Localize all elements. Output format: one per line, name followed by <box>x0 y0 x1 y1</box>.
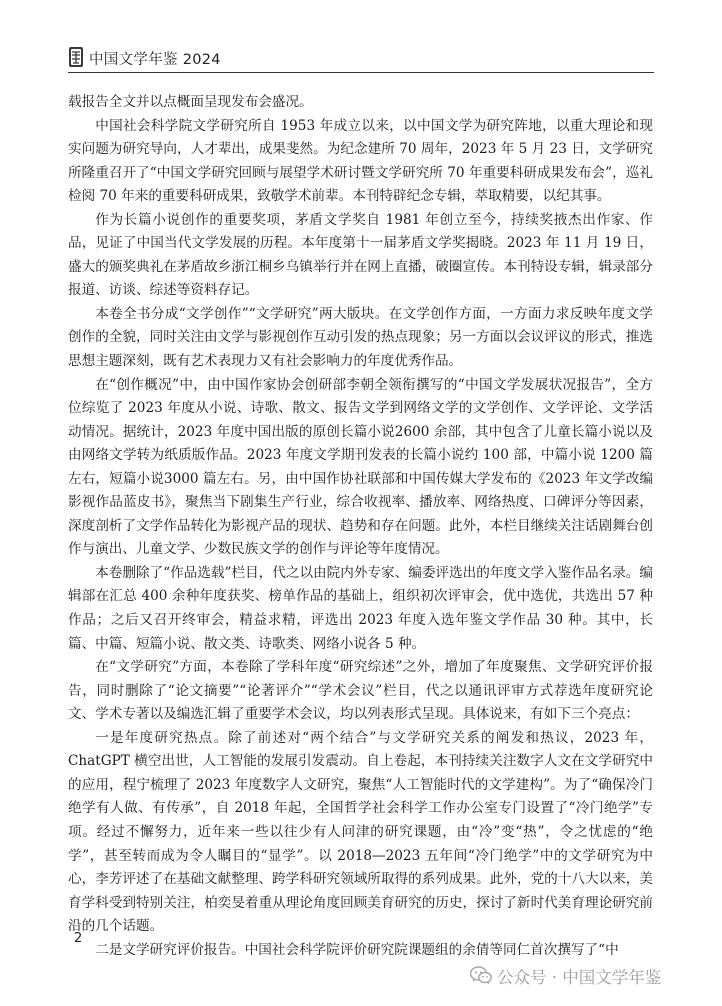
paragraph: 本卷删除了“作品选载”栏目，代之以由院内外专家、编委评选出的年度文学入鉴作品名录。编辑部在汇总 400 余种年度获奖、榜单作品的基础上，组织初次评审会，优中选优，共选出 57 种作品；之后又召开终审会，精益求精，评选出 2023 年度入选年鉴文学作品 30 种。其中，长篇、中篇、短篇小说、散文类、诗歌类、网络小说各 5 种。 <box>68 564 653 652</box>
paragraph: 载报告全文并以点概面呈现发布会盛况。 <box>68 94 313 110</box>
body-text <box>68 91 653 962</box>
paragraph: 在“创作概况”中，由中国作家协会创研部李朝全领衔撰写的“中国文学发展状况报告”，全方位综览了 2023 年度从小说、诗歌、散文、报告文学到网络文学的文学创作、文学评论、文学活动情况。据统计，2023 年度中国出版的原创长篇小说2600 余部，其中包含了儿童长篇小说以及由网络文学转为纸质版作品。2023 年度文学期刊发表的长篇小说约 100 部，中篇小说 1200 篇左右，短篇小说3000 篇左右。另，由中国作协社联部和中国传媒大学发布的《2023 年文学改编影视作品蓝皮书》，聚焦当下剧集生产行业，综合收视率、播放率、网络热度、口碑评分等因素，深度剖析了文学作品转化为影视产品的现状、趋势和存在问题。此外，本栏目继续关注话剧舞台创作与演出、儿童文学、少数民族文学的创作与评论等年度情况。 <box>68 376 653 558</box>
wechat-icon <box>470 966 492 985</box>
paragraph: 本卷全书分成“文学创作”“文学研究”两大版块。在文学创作方面，一方面力求反映年度文学创作的全貌，同时关注由文学与影视创作互动引发的热点现象；另一方面以会议评议的形式，推选思想主题深刻，既有艺术表现力又有社会影响力的年度优秀作品。 <box>68 305 653 370</box>
paragraph: 一是年度研究热点。除了前述对“两个结合”与文学研究关系的阐发和热议，2023 年，ChatGPT 横空出世，人工智能的发展引发震动。自上卷起，本刊持续关注数字人文在文学研究中的应用，程宁梳理了 2023 年度数字人文研究，聚焦“人工智能时代的文学建构”。为了“确保冷门绝学有人做、有传承”，自 2018 年起，全国哲学社会科学工作办公室专门设置了“冷门绝学”专项。经过不懈努力，近年来一些以往少有人问津的研究课题，由“冷”变“热”，令之忧虑的“绝学”，甚至转而成为令人瞩目的“显学”。以 2018—2023 五年间“冷门绝学”中的文学研究为中心，李芳评述了在基础文献整理、跨学科研究领域所取得的系列成果。此外，党的十八大以来，美育学科受到特别关注，柏奕旻着重从理论角度回顾美育研究的历史，探讨了新时代美育理论研究前沿的几个话题。 <box>68 729 653 935</box>
running-header <box>68 44 654 72</box>
yearbook-logo-icon <box>68 46 84 68</box>
wechat-watermark <box>470 964 710 988</box>
header-title: 中国文学年鉴 2024 <box>89 52 221 68</box>
paragraph: 二是文学研究评价报告。中国社会科学院评价研究院课题组的余倩等同仁首次撰写了“中 <box>95 941 619 958</box>
page-number: 2 <box>74 931 83 946</box>
header-divider <box>68 72 654 73</box>
paragraph: 作为长篇小说创作的重要奖项，茅盾文学奖自 1981 年创立至今，持续奖掖杰出作家、作品，见证了中国当代文学发展的历程。本年度第十一届茅盾文学奖揭晓。2023 年 11 月 19 日，盛大的颁奖典礼在茅盾故乡浙江桐乡乌镇举行并在网上直播，破圈宣传。本刊特设专辑，辑录部分报道、访谈、综述等资料存记。 <box>68 211 653 299</box>
watermark-text: 公众号 · 中国文学年鉴 <box>497 968 662 987</box>
paragraph: 在“文学研究”方面，本卷除了学科年度“研究综述”之外，增加了年度聚焦、文学研究评价报告，同时删除了“论文摘要”“论著评介”“学术会议”栏目，代之以通讯评审方式荐选年度研究论文、学术专著以及编选汇辑了重要学术会议，均以列表形式呈现。具体说来，有如下三个亮点： <box>68 659 653 723</box>
paragraph: 中国社会科学院文学研究所自 1953 年成立以来，以中国文学为研究阵地，以重大理论和现实问题为研究导向，人才辈出，成果斐然。为纪念建所 70 周年，2023 年 5 月 23 日，文学研究所隆重召开了“中国文学研究回顾与展望学术研讨暨文学研究所 70 年重要科研成果发布会”，巡礼检阅 70 年来的重要科研成果，致敬学术前辈。本刊特辟纪念专辑，萃取精要，以纪其事。 <box>68 117 653 205</box>
